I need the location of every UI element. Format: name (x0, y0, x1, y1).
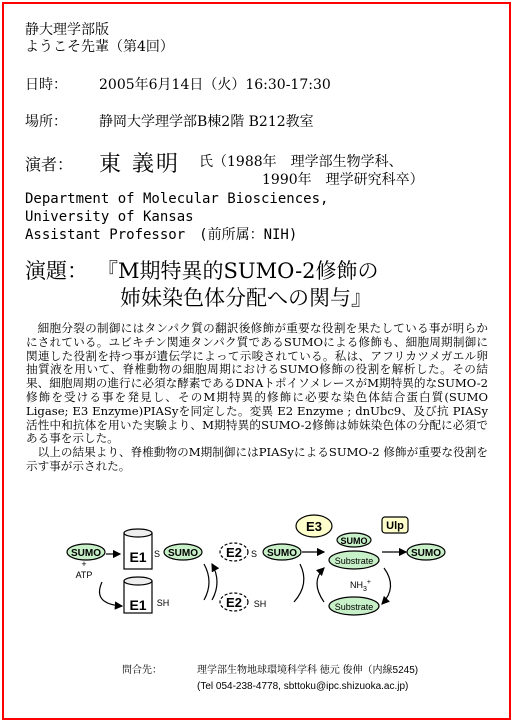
e1-enzyme-top (124, 529, 152, 569)
arrow-e1-cycle (100, 582, 123, 606)
contact-line1: 理学部生物地球環境科学科 徳元 俊伸（内線5245) (197, 665, 419, 676)
arrow-e1-e2-curve-right (212, 564, 217, 600)
sumo-free-left (67, 544, 105, 560)
place-label: 場所： (25, 114, 67, 130)
date-label: 日時： (25, 77, 67, 93)
sh-e2: SH (253, 599, 267, 609)
svg-text:NH3+: $NH_3^+$ (350, 579, 371, 593)
svg-text:Substrate: Substrate (334, 556, 374, 566)
talk-title-line1: 『M期特異的SUMO-2修飾の (97, 259, 379, 283)
contact-line2: (Tel 054-238-4778, sbttoku@ipc.shizuoka.ac.jp) (197, 681, 409, 692)
svg-text:SUMO: SUMO (411, 548, 441, 559)
speaker-label: 演者： (25, 155, 74, 174)
header-line2: ようこそ先輩（第4回） (25, 39, 174, 55)
affiliation-line2: University of Kansas (25, 209, 194, 225)
ulp-protease (382, 517, 408, 533)
svg-text:Substrate: Substrate (334, 602, 374, 612)
abstract-paragraph-1: 細胞分裂の制御にはタンパク質の翻訳後修飾が重要な役割を果たしている事が明らかにされている。ユビキチン関連タンパク質であるSUMOによる修飾も、細胞周期制御に関連した役割を持つ事が遺伝学によって示唆されている。私は、アフリカツメガエル卵抽質液を用いて、脊椎動物の細胞周期におけるSUMO修飾の役割を解析した。その結果、細胞周期の進行に必須な酵素であるDNAトポイソメレースがM期特異的なSUMO-2修飾を受ける事を発見し、そのM期特異的修飾に必要な染色体結合蛋白質(SUMO Ligase; E3 Enzyme)PIASyを同定した。変異 E2 Enzyme ; dnUbc9、及び抗 PIASy 活性中和抗体を用いた実験より、M期特異的SUMO-2修飾は姉妹染色体の分配に必須である事を示した。 (26, 321, 488, 446)
contact-label: 問合先： (122, 665, 162, 676)
talk-label: 演題： (25, 259, 88, 283)
speaker-history-line1: 氏（1988年 理学部生物学科、 (199, 154, 403, 170)
svg-text:SUMO: SUMO (168, 548, 198, 559)
arrow-substrate-right (382, 568, 391, 604)
plus-sign: + (81, 559, 87, 569)
affiliation-line1: Department of Molecular Biosciences, (25, 191, 329, 207)
arrow-e2-cycle (294, 564, 304, 602)
abstract-paragraph-2: 以上の結果より、脊椎動物のM期制御にはPIASyによるSUMO-2 修飾が重要な役割を示す事が示された。 (26, 445, 488, 473)
thioester-s-e2: S (250, 549, 258, 559)
e2-enzyme-top (220, 543, 248, 561)
svg-text:E2: E2 (226, 545, 242, 560)
e2-enzyme-bottom (220, 593, 248, 611)
sumo-on-e2 (263, 544, 301, 560)
poster-page (2, 2, 511, 720)
date-value: 2005年6月14日（火）16:30-17:30 (99, 77, 331, 93)
svg-text:E1: E1 (129, 597, 147, 613)
nh3-label (350, 579, 371, 593)
talk-title-line2: 姉妹染色体分配への関与』 (120, 286, 372, 310)
place-value: 静岡大学理学部B棟2階 B212教室 (99, 114, 314, 130)
sumo-pathway-diagram (62, 512, 454, 624)
thioester-s-e1: S (153, 549, 161, 559)
atp-label: ATP (75, 570, 93, 580)
svg-text:SUMO: SUMO (71, 548, 101, 559)
e3-ligase (296, 515, 332, 537)
e1-enzyme-bottom (124, 577, 152, 613)
arrow-substrate-left (317, 568, 324, 602)
svg-text:E3: E3 (306, 519, 322, 534)
sumo-on-e1 (164, 544, 202, 560)
abstract (26, 322, 488, 474)
sumo-free-right (407, 544, 445, 560)
svg-text:SUMO: SUMO (340, 536, 368, 546)
svg-text:SUMO: SUMO (267, 548, 297, 559)
svg-text:Ulp: Ulp (386, 520, 404, 532)
speaker-name: 東 義明 (99, 152, 180, 177)
free-substrate (329, 597, 379, 615)
sumo-substrate-complex (329, 533, 379, 569)
sh-e1: SH (156, 598, 170, 608)
svg-text:E1: E1 (129, 549, 147, 565)
svg-text:E2: E2 (226, 595, 242, 610)
arrow-e1-e2-curve-left (204, 564, 209, 600)
affiliation-line3: Assistant Professor (前所属：NIH) (25, 227, 298, 243)
speaker-history-line2: 1990年 理学研究科卒） (262, 172, 424, 188)
header-line1: 静大理学部版 (25, 22, 109, 38)
